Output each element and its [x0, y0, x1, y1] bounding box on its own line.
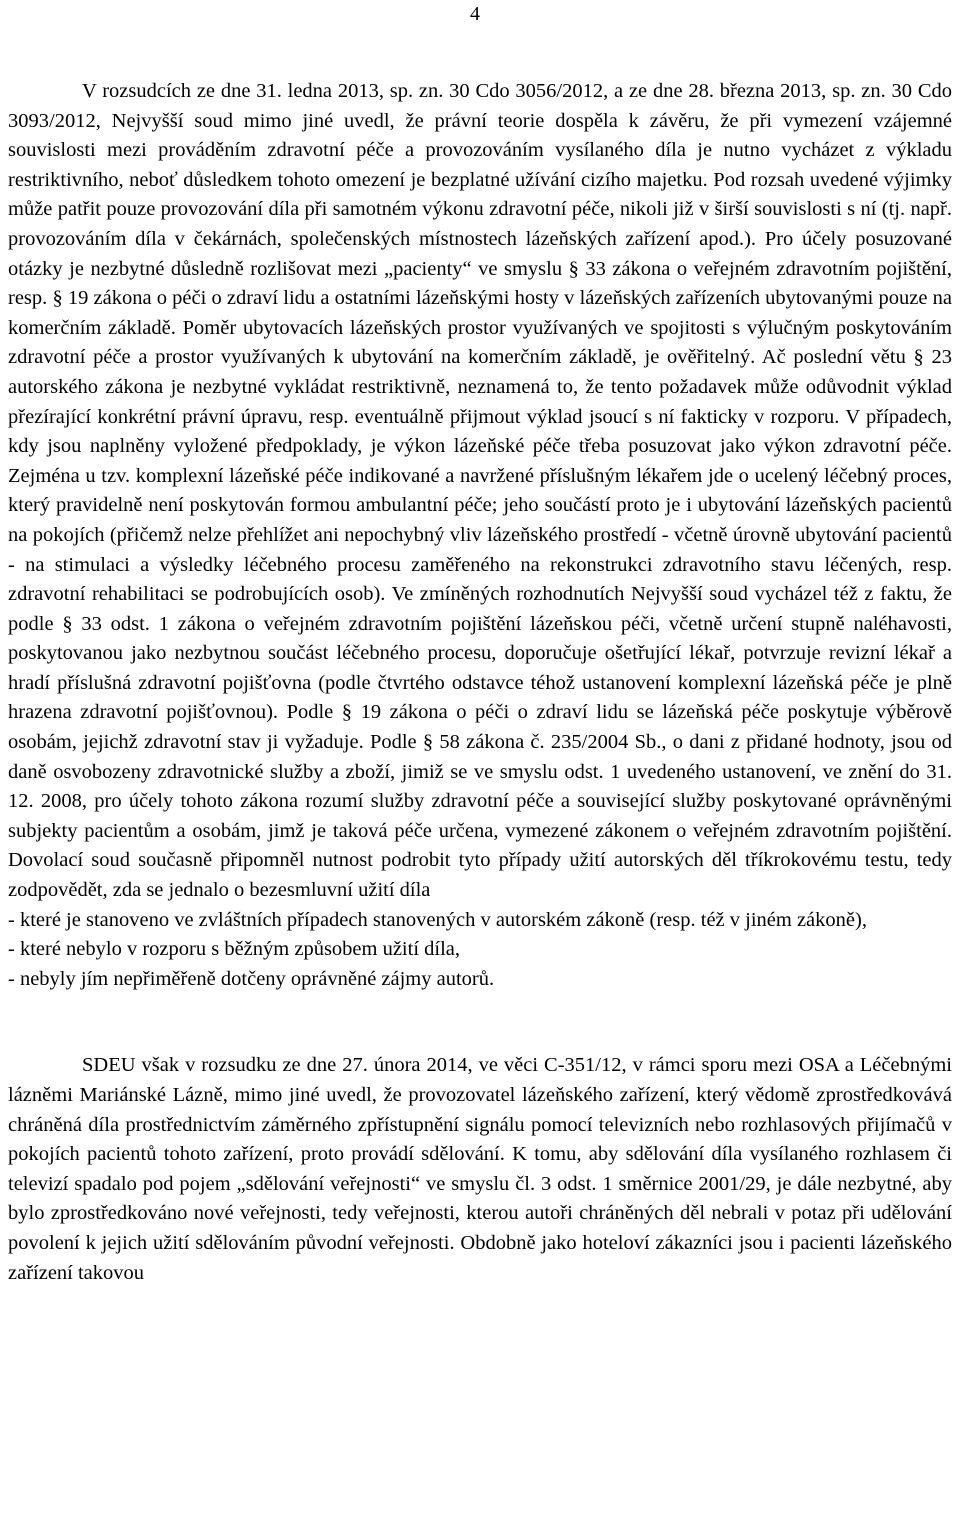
- page-number: 4: [470, 3, 480, 25]
- list-item: - které nebylo v rozporu s běžným způsobem užití díla,: [8, 938, 461, 961]
- document-body: [8, 77, 952, 1288]
- paragraph-spacer: [8, 994, 952, 1051]
- list-item: - nebyly jím nepřiměřeně dotčeny oprávněné zájmy autorů.: [8, 967, 495, 990]
- list-item: - které je stanoveno ve zvláštních případech stanovených v autorském zákoně (resp. též v jiném zákoně),: [8, 908, 867, 931]
- paragraph-sdeu-ruling: SDEU však v rozsudku ze dne 27. února 2014, ve věci C-351/12, v rámci sporu mezi OSA a Léčebnými lázněmi Mariánské Lázně, mimo jiné uvedl, že provozovatel lázeňského zařízení, který vědomě zprostředkovává chráněná díla prostřednictvím záměrného zpřístupnění signálu pomocí televizních nebo rozhlasových přijímačů v pokojích pacientů tohoto zařízení, proto provádí sdělování. K tomu, aby sdělování díla vysílaného rozhlasem či televizí spadalo pod pojem „sdělování veřejnosti“ ve smyslu čl. 3 odst. 1 směrnice 2001/29, je dále nezbytné, aby bylo zprostředkováno nové veřejnosti, tedy veřejnosti, kterou autoři chráněných děl nebrali v potaz při udělování povolení k jejich užití sdělováním původní veřejnosti. Obdobně jako hoteloví zákazníci jsou i pacienti lázeňského zařízení takovou: [8, 1054, 952, 1284]
- paragraph-supreme-court-rulings: V rozsudcích ze dne 31. ledna 2013, sp. zn. 30 Cdo 3056/2012, a ze dne 28. března 2013, sp. zn. 30 Cdo 3093/2012, Nejvyšší soud mimo jiné uvedl, že právní teorie dospěla k závěru, že při vymezení vzájemné souvislosti mezi prováděním zdravotní péče a provozováním vysílaného díla je nutno vycházet z výkladu restriktivního, neboť důsledkem tohoto omezení je bezplatné užívání cizího majetku. Pod rozsah uvedené výjimky může patřit pouze provozování díla při samotném výkonu zdravotní péče, nikoli již v širší souvislosti s ní (tj. např. provozováním díla v čekárnách, společenských místnostech lázeňských zařízení apod.). Pro účely posuzované otázky je nezbytné důsledně rozlišovat mezi „pacienty“ ve smyslu § 33 zákona o veřejném zdravotním pojištění, resp. § 19 zákona o péči o zdraví lidu a ostatními lázeňskými hosty v lázeňských zařízeních ubytovanými pouze na komerčním základě. Poměr ubytovacích lázeňských prostor využívaných ve spojitosti s výlučným poskytováním zdravotní péče a prostor využívaných k ubytování na komerčním základě, je ověřitelný. Ač poslední větu § 23 autorského zákona je nezbytné vykládat restriktivně, neznamená to, že tento požadavek může odůvodnit výklad přezírající konkrétní právní úpravu, resp. eventuálně přijmout výklad jsoucí s ní fakticky v rozporu. V případech, kdy jsou naplněny vyložené předpoklady, je výkon lázeňské péče třeba posuzovat jako výkon zdravotní péče. Zejména u tzv. komplexní lázeňské péče indikované a navržené příslušným lékařem jde o ucelený léčebný proces, který pravidelně není poskytován formou ambulantní péče; jeho součástí proto je i ubytování lázeňských pacientů na pokojích (přičemž nelze přehlížet ani nepochybný vliv lázeňského prostředí - včetně úrovně ubytování pacientů - na stimulaci a výsledky léčebného procesu zaměřeného na rekonstrukci zdravotního stavu léčených, resp. zdravotní rehabilitaci se podrobujících osob). Ve zmíněných rozhodnutích Nejvyšší soud vycházel též z faktu, že podle § 33 odst. 1 zákona o veřejném zdravotním pojištění lázeňskou péči, včetně určení stupně naléhavosti, poskytovanou jako nezbytnou součást léčebného procesu, doporučuje ošetřující lékař, potvrzuje revizní lékař a hradí příslušná zdravotní pojišťovna (podle čtvrtého odstavce téhož ustanovení komplexní lázeňská péče je plně hrazena zdravotní pojišťovnou). Podle § 19 zákona o péči o zdraví lidu se lázeňská péče poskytuje výběrově osobám, jejichž zdravotní stav ji vyžaduje. Podle § 58 zákona č. 235/2004 Sb., o dani z přidané hodnoty, jsou od daně osvobozeny zdravotnické služby a zboží, jimiž se ve smyslu odst. 1 uvedeného ustanovení, ve znění do 31. 12. 2008, pro účely tohoto zákona rozumí služby zdravotní péče a související služby poskytované oprávněnými subjekty pacientům a osobám, jimž je taková péče určena, vymezené zákonem o veřejném zdravotním pojištění. Dovolací soud současně připomněl nutnost podrobit tyto případy užití autorských děl tříkrokovému testu, tedy zodpovědět, zda se jednalo o bezesmluvní užití díla: [8, 80, 952, 902]
